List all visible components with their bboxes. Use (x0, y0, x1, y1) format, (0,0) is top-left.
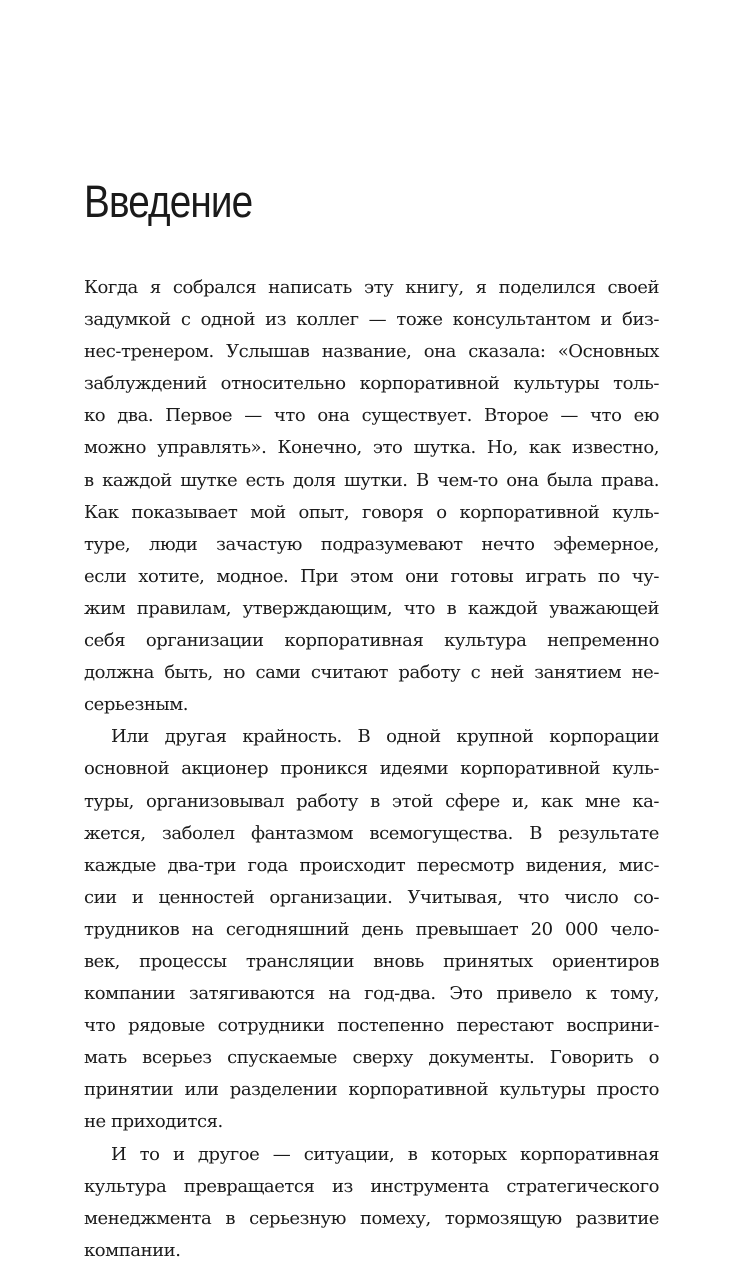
text-line: нес-тренером. Услышав название, она сказала: «Основных (84, 341, 659, 363)
text-line: мать всерьез спускаемые сверху документы. Говорить о (84, 1047, 659, 1069)
text-line: в каждой шутке есть доля шутки. В чем-то она была права. (84, 469, 659, 491)
text-line: если хотите, модное. При этом они готовы играть по чу- (84, 565, 659, 587)
text-line: туре, люди зачастую подразумевают нечто эфемерное, (84, 533, 659, 555)
text-line: Или другая крайность. В одной крупной корпорации (111, 726, 659, 748)
text-line: трудников на сегодняшний день превышает 20 000 чело- (84, 918, 659, 940)
text-line: сии и ценностей организации. Учитывая, что число со- (84, 886, 659, 908)
text-line: основной акционер проникся идеями корпоративной куль- (84, 758, 659, 780)
text-line: что рядовые сотрудники постепенно перестают восприни- (84, 1015, 659, 1037)
text-line: жется, заболел фантазмом всемогущества. В результате (84, 822, 659, 844)
paragraph-2 (84, 721, 659, 1138)
text-line: должна быть, но сами считают работу с ней занятием не- (84, 662, 659, 684)
chapter-title: Введение (84, 176, 253, 227)
body-text (84, 272, 659, 1267)
text-line: туры, организовывал работу в этой сфере и, как мне ка- (84, 790, 659, 812)
text-line: век, процессы трансляции вновь принятых ориентиров (84, 950, 659, 972)
text-line: каждые два-три года происходит пересмотр видения, мис- (84, 854, 659, 876)
paragraph-1 (84, 272, 659, 721)
text-line: заблуждений относительно корпоративной культуры толь- (84, 373, 659, 395)
text-line: задумкой с одной из коллег — тоже консультантом и биз- (84, 309, 659, 331)
text-line: компании затягиваются на год-два. Это привело к тому, (84, 983, 659, 1005)
text-line: серьезным. (84, 694, 189, 716)
text-line: не приходится. (84, 1111, 223, 1133)
text-line: Когда я собрался написать эту книгу, я поделился своей (84, 277, 659, 298)
text-line: себя организации корпоративная культура непременно (84, 630, 659, 652)
text-line: культура превращается из инструмента стратегического (84, 1175, 659, 1197)
text-line: жим правилам, утверждающим, что в каждой уважающей (84, 597, 659, 619)
text-line: менеджмента в серьезную помеху, тормозящую развитие (84, 1207, 659, 1229)
paragraph-3 (84, 1139, 659, 1267)
text-line: И то и другое — ситуации, в которых корпоративная (111, 1143, 659, 1165)
text-line: Как показывает мой опыт, говоря о корпоративной куль- (84, 501, 659, 523)
text-line: можно управлять». Конечно, это шутка. Но, как известно, (84, 437, 659, 459)
text-line: принятии или разделении корпоративной культуры просто (84, 1079, 659, 1101)
text-line: компании. (84, 1239, 181, 1261)
text-line: ко два. Первое — что она существует. Второе — что ею (84, 405, 659, 427)
